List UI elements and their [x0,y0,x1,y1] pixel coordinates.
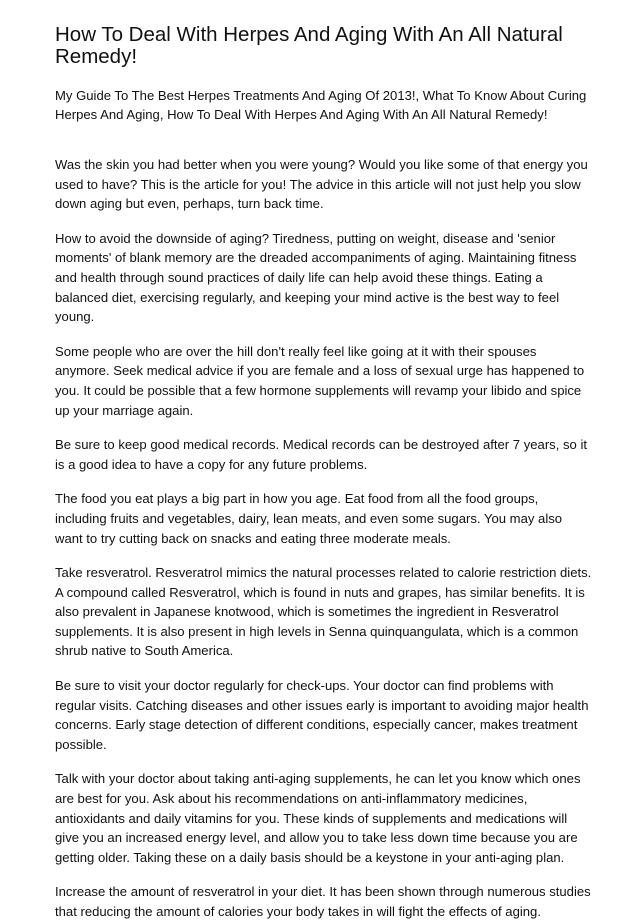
paragraph-1: Was the skin you had better when you were young? Would you like some of that energy you used to have? This is the article for you! The advice in this article will not just help you slow down aging but even, perhaps, turn back time. [55,157,588,212]
document-title: How To Deal With Herpes And Aging With An All Natural Remedy! [55,23,563,68]
paragraph-6: Take resveratrol. Resveratrol mimics the natural processes related to calorie restriction diets. A compound called Resveratrol, which is found in nuts and grapes, has similar benefits. It is also prevalent in Japanese knotwood, which is sometimes the ingredient in Resveratrol supplements. It is also present in high levels in Senna quinquangulata, which is a common shrub native to South America. [55,565,592,659]
paragraph-3: Some people who are over the hill don't really feel like going at it with their spouses anymore. Seek medical advice if you are female and a loss of sexual urge has happened to you. It could be possible that a few hormone supplements will revamp your libido and spice up your marriage again. [55,343,585,418]
paragraph-2: How to avoid the downside of aging? Tiredness, putting on weight, disease and 'senior moments' of blank memory are the dreaded accompaniments of aging. Maintaining fitness and health through sound practices of daily life can help avoid these things. Eating a balanced diet, exercising regularly, and keeping your mind active is the best way to feel young. [55,230,577,325]
paragraph-8: Talk with your doctor about taking anti-aging supplements, he can let you know which ones are best for you. Ask about his recommendations on anti-inflammatory medicines, antioxidants and daily vitamins for you. These kinds of supplements and medications will give you an increased energy level, and allow you to take less down time because you are getting older. Taking these on a daily basis should be a keystone in your anti-aging plan. [55,771,581,865]
paragraph-9: Increase the amount of resveratrol in your diet. It has been shown through numerous studies that reducing the amount of calories your body takes in will fight the effects of aging. [55,884,591,919]
document-subtitle: My Guide To The Best Herpes Treatments And Aging Of 2013!, What To Know About Curing Herpes And Aging, How To Deal With Herpes And Aging With An All Natural Remedy! [55,88,587,122]
paragraph-7: Be sure to visit your doctor regularly for check-ups. Your doctor can find problems with regular visits. Catching diseases and other issues early is important to avoiding major health concerns. Early stage detection of different conditions, especially cancer, makes treatment possible. [55,678,589,752]
paragraph-5: The food you eat plays a big part in how you age. Eat food from all the food groups, including fruits and vegetables, dairy, lean meats, and even some sugars. You may also want to try cutting back on snacks and eating three moderate meals. [55,491,563,546]
paragraph-4: Be sure to keep good medical records. Medical records can be destroyed after 7 years, so it is a good idea to have a copy for any future problems. [55,437,588,472]
